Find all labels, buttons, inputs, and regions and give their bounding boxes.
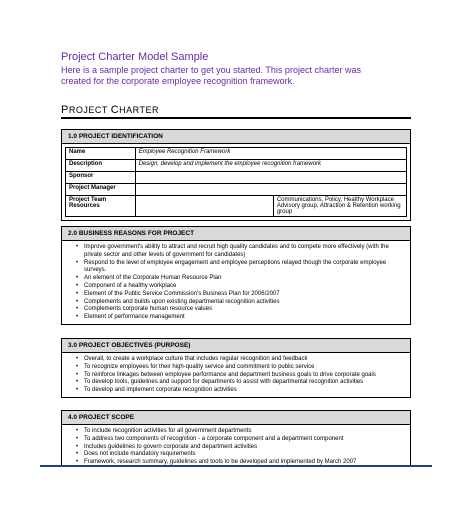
list-item: • Framework, research summary, guidelines and tools to be developed and implemented by March 2007 xyxy=(76,459,406,467)
section-project-objectives xyxy=(61,338,411,398)
list-item: • Complements and builds upon existing departmental recognition activities xyxy=(76,299,406,307)
identification-table xyxy=(65,147,407,217)
section-heading: 3.0 PROJECT OBJECTIVES (PURPOSE) xyxy=(62,339,410,353)
table-row xyxy=(66,184,407,196)
row-label-team-resources: Project Team Resources xyxy=(66,196,136,217)
row-value-name: Employee Recognition Framework xyxy=(135,148,406,160)
charter-heading xyxy=(61,104,159,116)
row-label-description: Description xyxy=(66,160,136,172)
section-heading: 1.0 PROJECT IDENTIFICATION xyxy=(62,130,410,144)
document-intro: Here is a sample project charter to get you started. This project charter was created for the corporate employee recognition framework. xyxy=(61,65,361,86)
table-row xyxy=(66,172,407,184)
document-title: Project Charter Model Sample xyxy=(61,51,209,63)
list-item: • Element of performance management xyxy=(76,314,406,322)
section-project-identification xyxy=(61,129,411,221)
list-item: • To develop tools, guidelines and support for departments to assist with departmental recognition activities xyxy=(76,379,406,387)
row-label-name: Name xyxy=(66,148,136,160)
section-business-reasons xyxy=(61,226,411,325)
charter-heading-rule xyxy=(61,117,411,119)
row-label-project-manager: Project Manager xyxy=(66,184,136,196)
charter-heading-initial-c: C xyxy=(110,104,120,116)
table-row xyxy=(66,196,407,217)
project-scope-list xyxy=(66,428,406,467)
row-spacer-cell xyxy=(135,196,273,217)
list-item: • An element of the Corporate Human Resource Plan xyxy=(76,275,406,283)
list-item: • To develop and implement corporate recognition activities xyxy=(76,387,406,395)
list-item: • Overall, to create a workplace culture that includes regular recognition and feedback xyxy=(76,356,406,364)
list-item: • Component of a healthy workplace xyxy=(76,283,406,291)
table-row xyxy=(66,148,407,160)
section-heading: 2.0 BUSINESS REASONS FOR PROJECT xyxy=(62,227,410,241)
list-item: • Does not include mandatory requirements xyxy=(76,451,406,459)
list-item: • Complements corporate human resource values xyxy=(76,306,406,314)
row-value-project-manager xyxy=(135,184,406,196)
section-project-scope xyxy=(61,410,411,470)
business-reasons-list xyxy=(66,244,406,322)
list-item: • To address two components of recognition - a corporate component and a department component xyxy=(76,436,406,444)
list-item: • To recognize employees for their high-quality service and commitment to public service xyxy=(76,364,406,372)
list-item: • To reinforce linkages between employee performance and department business goals to drive corporate goals xyxy=(76,372,406,380)
table-row xyxy=(66,160,407,172)
list-item: • Respond to the level of employee engagement and employee perceptions relayed though the corporate employee surveys. xyxy=(76,260,406,276)
row-value-sponsor xyxy=(135,172,406,184)
row-label-sponsor: Sponsor xyxy=(66,172,136,184)
charter-heading-part2: HARTER xyxy=(119,105,159,115)
section-heading: 4.0 PROJECT SCOPE xyxy=(62,411,410,425)
list-item: • To include recognition activities for all government departments xyxy=(76,428,406,436)
row-value-team-resources: Communications, Policy, Healthy Workplace Advisory group, Attraction & Retention working group xyxy=(273,196,406,217)
list-item: • Element of the Public Service Commission's Business Plan for 2006/2007 xyxy=(76,291,406,299)
page-bottom-margin xyxy=(0,467,474,515)
list-item: • Includes guidelines to govern corporate and department activities xyxy=(76,444,406,452)
project-objectives-list xyxy=(66,356,406,395)
row-value-description: Design, develop and implement the employee recognition framework xyxy=(135,160,406,172)
list-item: • Improve government's ability to attract and recruit high quality candidates and to compete more effectively (with the private sector and other levels of government for candidates) xyxy=(76,244,406,260)
charter-heading-initial-p: P xyxy=(61,104,69,116)
charter-heading-part1: ROJECT xyxy=(68,105,111,115)
